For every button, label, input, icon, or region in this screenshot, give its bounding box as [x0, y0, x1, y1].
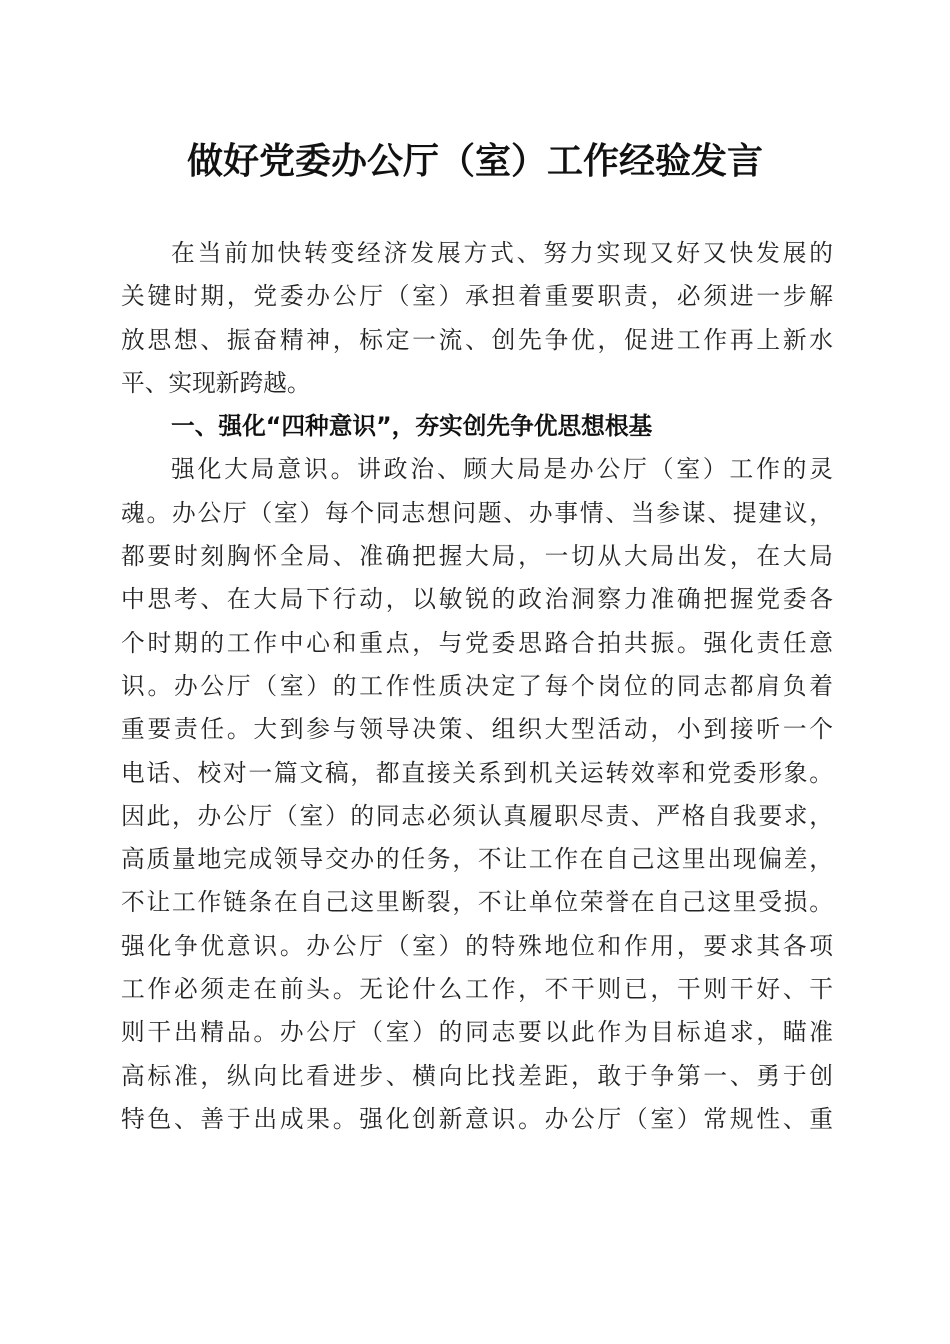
paragraph-line: 强化争优意识。办公厅（室）的特殊地位和作用，要求其各项: [121, 931, 833, 960]
paragraph-line: 重要责任。大到参与领导决策、组织大型活动，小到接听一个: [121, 715, 833, 744]
document-title: 做好党委办公厅（室）工作经验发言: [186, 140, 763, 182]
paragraph-line: 魂。办公厅（室）每个同志想问题、办事情、当参谋、提建议，: [121, 498, 833, 527]
paragraph-line: 个时期的工作中心和重点，与党委思路合拍共振。强化责任意: [121, 628, 833, 657]
section-heading: 一、强化“四种意识”，夯实创先争优思想根基: [171, 412, 653, 441]
document-body: [121, 232, 833, 1141]
paragraph-line: 因此，办公厅（室）的同志必须认真履职尽责、严格自我要求，: [121, 801, 833, 830]
paragraph-line: 识。办公厅（室）的工作性质决定了每个岗位的同志都肩负着: [121, 671, 833, 700]
paragraph-line: 在当前加快转变经济发展方式、努力实现又好又快发展的: [171, 239, 833, 267]
paragraph-line: 特色、善于出成果。强化创新意识。办公厅（室）常规性、重: [121, 1104, 833, 1133]
paragraph-line: 高标准，纵向比看进步、横向比找差距，敢于争第一、勇于创: [121, 1061, 833, 1090]
paragraph-line: 则干出精品。办公厅（室）的同志要以此作为目标追求，瞄准: [121, 1018, 833, 1047]
paragraph-line: 平、实现新跨越。: [121, 368, 311, 397]
paragraph-line: 不让工作链条在自己这里断裂，不让单位荣誉在自己这里受损。: [121, 888, 833, 917]
paragraph-line: 工作必须走在前头。无论什么工作，不干则已，干则干好、干: [121, 975, 833, 1004]
paragraph-line: 电话、校对一篇文稿，都直接关系到机关运转效率和党委形象。: [121, 758, 833, 787]
paragraph-line: 强化大局意识。讲政治、顾大局是办公厅（室）工作的灵: [171, 455, 833, 484]
paragraph-line: 都要时刻胸怀全局、准确把握大局，一切从大局出发，在大局: [121, 542, 833, 571]
paragraph-line: 高质量地完成领导交办的任务，不让工作在自己这里出现偏差，: [121, 845, 833, 874]
paragraph-line: 放思想、振奋精神，标定一流、创先争优，促进工作再上新水: [121, 325, 833, 354]
paragraph-line: 关键时期，党委办公厅（室）承担着重要职责，必须进一步解: [121, 282, 833, 311]
paragraph-line: 中思考、在大局下行动，以敏锐的政治洞察力准确把握党委各: [121, 585, 833, 614]
